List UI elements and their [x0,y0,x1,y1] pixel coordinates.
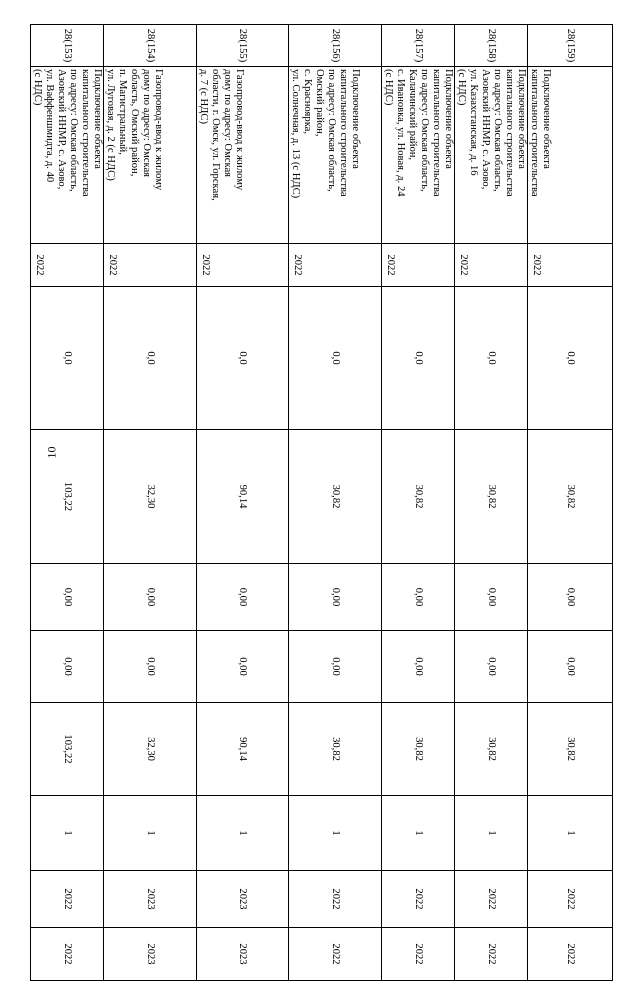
table-row [455,25,528,981]
count-cell: 1 [455,796,528,871]
value-cell: 0,00 [455,631,528,703]
value-cell: 0,0 [289,287,382,430]
year-cell: 2022 [289,928,382,981]
count-cell: 1 [104,796,197,871]
year-cell: 2023 [104,871,197,928]
table-row [289,25,382,981]
year-cell: 2022 [455,928,528,981]
value-cell: 0,00 [528,564,613,631]
value-cell: 103,22 [31,430,104,564]
table-row [528,25,613,981]
year-cell: 2023 [104,928,197,981]
value-cell: 30,82 [382,703,455,796]
description-cell: Подключение объекта капитального строительства по адресу: Омская область, Калачинский район, с. Ивановка, ул. Новая, д. 24 (с НДС) [382,67,455,244]
row-id-cell: 28(159) [528,25,613,67]
row-id-cell: 28(153) [31,25,104,67]
count-cell: 1 [31,796,104,871]
start-year-cell: 2022 [528,244,613,287]
value-cell: 0,0 [382,287,455,430]
row-id-cell: 28(157) [382,25,455,67]
value-cell: 0,00 [455,564,528,631]
value-cell: 30,82 [289,430,382,564]
count-cell: 1 [382,796,455,871]
year-cell: 2022 [455,871,528,928]
table-row [31,25,104,981]
value-cell: 30,82 [289,703,382,796]
description-cell: Газопровод-ввод к жилому дому по адресу: Омская область, Омский район, п. Магистральный, ул. Луговая, д. 2 (с НДС) [104,67,197,244]
value-cell: 103,22 [31,703,104,796]
row-id-cell: 28(158) [455,25,528,67]
value-cell: 0,00 [289,564,382,631]
value-cell: 0,00 [31,564,104,631]
value-cell: 30,82 [528,430,613,564]
year-cell: 2023 [197,871,289,928]
start-year-cell: 2022 [289,244,382,287]
value-cell: 30,82 [455,703,528,796]
row-id-cell: 28(154) [104,25,197,67]
year-cell: 2022 [289,871,382,928]
value-cell: 0,00 [528,631,613,703]
page-number: 10 [44,446,59,458]
data-table [30,24,613,981]
table-row [104,25,197,981]
value-cell: 90,14 [197,430,289,564]
value-cell: 0,00 [31,631,104,703]
year-cell: 2022 [382,928,455,981]
value-cell: 0,00 [382,631,455,703]
value-cell: 30,82 [382,430,455,564]
start-year-cell: 2022 [197,244,289,287]
table-row [197,25,289,981]
start-year-cell: 2022 [382,244,455,287]
year-cell: 2022 [382,871,455,928]
value-cell: 0,00 [382,564,455,631]
description-cell: Подключение объекта капитального строительства по адресу: Омская область, Омский район, с. Красноярка, ул. Солнечная, д. 13 (с НДС) [289,67,382,244]
value-cell: 0,00 [289,631,382,703]
description-cell: Газопровод-ввод к жилому дому по адресу: Омская области, г. Омск, ул. Горская, д. 7 (с НДС) [197,67,289,244]
value-cell: 0,00 [104,564,197,631]
value-cell: 0,0 [455,287,528,430]
count-cell: 1 [197,796,289,871]
value-cell: 0,0 [528,287,613,430]
year-cell: 2022 [31,928,104,981]
value-cell: 32,30 [104,703,197,796]
year-cell: 2022 [528,871,613,928]
table-row [382,25,455,981]
year-cell: 2022 [31,871,104,928]
value-cell: 0,0 [104,287,197,430]
value-cell: 0,0 [197,287,289,430]
start-year-cell: 2022 [104,244,197,287]
row-id-cell: 28(155) [197,25,289,67]
value-cell: 32,30 [104,430,197,564]
count-cell: 1 [289,796,382,871]
value-cell: 0,00 [197,631,289,703]
description-cell: Подключение объекта капитального строительства по адресу: Омская область, Азовский ННМР, с. Азово, ул. Ваффеншмидта, д. 40 (с НДС) [31,67,104,244]
value-cell: 0,00 [197,564,289,631]
count-cell: 1 [528,796,613,871]
value-cell: 0,00 [104,631,197,703]
year-cell: 2022 [528,928,613,981]
row-id-cell: 28(156) [289,25,382,67]
start-year-cell: 2022 [455,244,528,287]
description-cell: Подключение объекта капитального строительства [528,67,613,244]
value-cell: 30,82 [528,703,613,796]
start-year-cell: 2022 [31,244,104,287]
value-cell: 30,82 [455,430,528,564]
value-cell: 90,14 [197,703,289,796]
description-cell: Подключение объекта капитального строительства по адресу: Омская область, Азовский ННМР, с. Азово, ул. Казахстанская, д. 16 (с НДС) [455,67,528,244]
value-cell: 0,0 [31,287,104,430]
year-cell: 2023 [197,928,289,981]
rotated-table-wrapper [32,24,613,965]
